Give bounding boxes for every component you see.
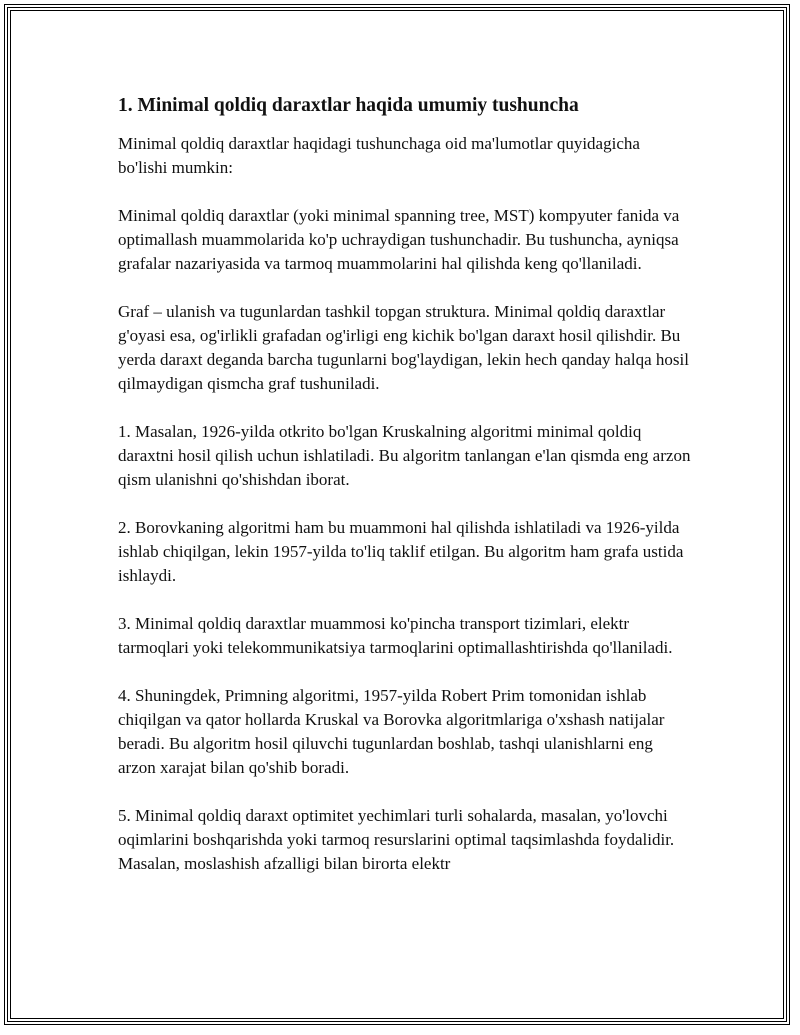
paragraph-definition: Minimal qoldiq daraxtlar (yoki minimal spanning tree, MST) kompyuter fanida va optimallash muammolarida ko'p uchraydigan tushunchadir. Bu tushuncha, ayniqsa grafalar nazariyasida va tarmoq muammolarini hal qilishda keng qo'llaniladi. — [118, 206, 680, 273]
paragraph-item-4: 4. Shuningdek, Primning algoritmi, 1957-yilda Robert Prim tomonidan ishlab chiqilgan va qator hollarda Kruskal va Borovka algoritmlariga o'xshash natijalar beradi. Bu algoritm hosil qiluvchi tugunlardan boshlab, tashqi ulanishlarni eng arzon xarajat bilan qo'shib boradi. — [118, 686, 665, 777]
section-heading: 1. Minimal qoldiq daraxtlar haqida umumiy tushuncha — [118, 95, 579, 116]
paragraph-item-3: 3. Minimal qoldiq daraxtlar muammosi ko'pincha transport tizimlari, elektr tarmoqlari yoki telekommunikatsiya tarmoqlarini optimallashtirishda qo'llaniladi. — [118, 614, 673, 657]
paragraph-item-5: 5. Minimal qoldiq daraxt optimitet yechimlari turli sohalarda, masalan, yo'lovchi oqimlarini boshqarishda yoki tarmoq resurslarini optimal taqsimlashda foydalidir. Masalan, moslashish afzalligi bilan birorta elektr — [118, 806, 675, 873]
paragraph-graph: Graf – ulanish va tugunlardan tashkil topgan struktura. Minimal qoldiq daraxtlar g'oyasi esa, og'irlikli grafadan og'irligi eng kichik bo'lgan daraxt hosil qilishdir. Bu yerda daraxt deganda barcha tugunlarni bog'laydigan, lekin hech qanday halqa hosil qilmaydigan qismcha graf tushuniladi. — [118, 302, 689, 393]
document-body — [118, 94, 693, 876]
paragraph-intro: Minimal qoldiq daraxtlar haqidagi tushunchaga oid ma'lumotlar quyidagicha bo'lishi mumkin: — [118, 134, 640, 177]
paragraph-item-2: 2. Borovkaning algoritmi ham bu muammoni hal qilishda ishlatiladi va 1926-yilda ishlab chiqilgan, lekin 1957-yilda to'liq taklif etilgan. Bu algoritm ham grafa ustida ishlaydi. — [118, 518, 684, 585]
paragraph-item-1: 1. Masalan, 1926-yilda otkrito bo'lgan Kruskalning algoritmi minimal qoldiq daraxtni hosil qilish uchun ishlatiladi. Bu algoritm tanlangan e'lan qismda eng arzon qism ulanishni qo'shishdan iborat. — [118, 422, 691, 489]
